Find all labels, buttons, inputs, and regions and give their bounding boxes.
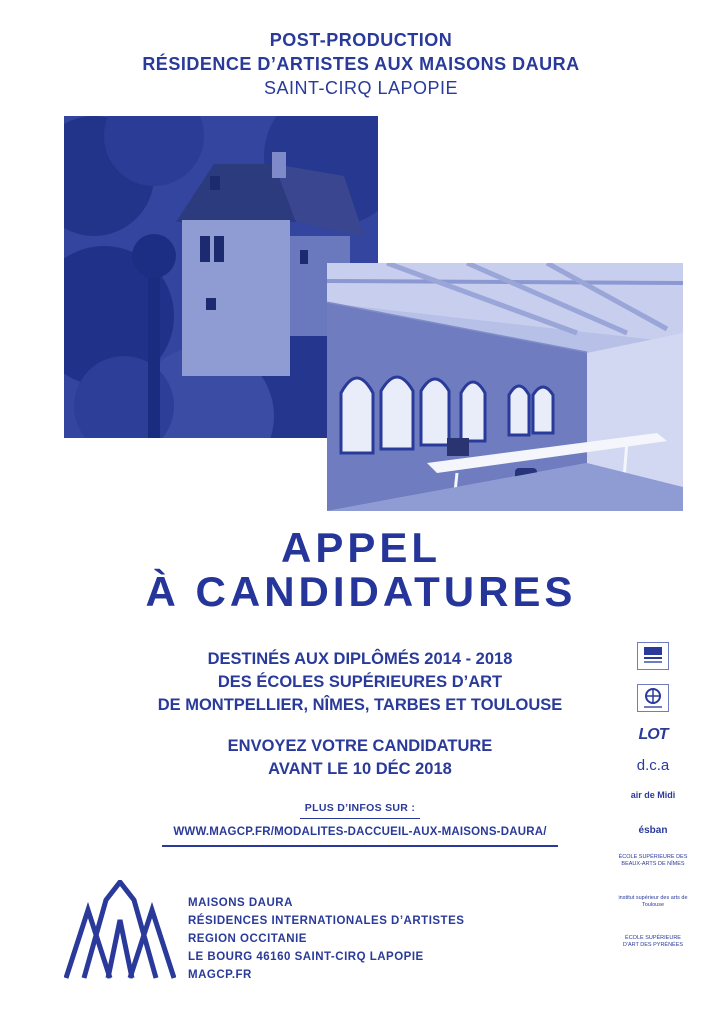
address-region: REGION OCCITANIE	[188, 933, 307, 945]
isdat-logo: institut supérieur des arts de Toulouse	[618, 895, 688, 908]
deadline-line-1: ENVOYEZ VOTRE CANDIDATURE	[227, 737, 493, 755]
eligibility-line-3: DE MONTPELLIER, NÎMES, TARBES ET TOULOUSE	[157, 696, 563, 714]
photo-studio	[327, 263, 683, 511]
address-org: MAISONS DAURA	[188, 897, 293, 909]
address-website[interactable]: MAGCP.FR	[188, 969, 252, 981]
eligibility-line-1: DESTINÉS AUX DIPLÔMÉS 2014 - 2018	[207, 650, 513, 668]
occitanie-logo	[637, 684, 669, 712]
air-de-midi-logo: air de Midi	[630, 790, 676, 800]
esban-logo: ésban	[638, 825, 668, 836]
header-line-2: RÉSIDENCE D’ARTISTES AUX MAISONS DAURA	[142, 54, 580, 74]
headline-line-1: APPEL	[280, 524, 442, 571]
lot-logo: LOT	[638, 726, 668, 743]
occitanie-cross-icon	[638, 685, 668, 711]
deadline-block	[90, 735, 630, 781]
eligibility-block	[90, 648, 630, 717]
prefet-logo	[637, 642, 669, 670]
photo-studio-image	[327, 263, 683, 511]
maisons-daura-logo-icon	[64, 880, 176, 980]
deadline-line-2: AVANT LE 10 DÉC 2018	[268, 760, 452, 778]
esa-pyrenees-logo: ÉCOLE SUPÉRIEURE D'ART DES PYRÉNÉES	[622, 935, 684, 948]
address-street: LE BOURG 46160 SAINT-CIRQ LAPOPIE	[188, 951, 424, 963]
marianne-icon	[638, 643, 668, 669]
dca-logo: d.c.a	[636, 757, 670, 774]
address-subtitle: RÉSIDENCES INTERNATIONALES D’ARTISTES	[188, 915, 465, 927]
maisons-daura-logo	[64, 880, 176, 980]
headline-line-2: À CANDIDATURES	[145, 568, 577, 615]
header-line-3: SAINT-CIRQ LAPOPIE	[263, 78, 459, 98]
info-url-underline	[162, 845, 558, 847]
info-divider	[300, 818, 420, 819]
info-label: PLUS D’INFOS SUR :	[304, 802, 416, 814]
beaux-arts-logo: ÉCOLE SUPÉRIEURE DES BEAUX-ARTS DE NÎMES	[618, 854, 688, 867]
address-block	[188, 894, 464, 984]
header-line-1: POST-PRODUCTION	[269, 30, 453, 50]
eligibility-line-2: DES ÉCOLES SUPÉRIEURES D’ART	[217, 673, 503, 691]
poster-header	[0, 28, 722, 100]
info-url-link[interactable]: WWW.MAGCP.FR/MODALITES-DACCUEIL-AUX-MAISONS-DAURA/	[173, 826, 547, 838]
